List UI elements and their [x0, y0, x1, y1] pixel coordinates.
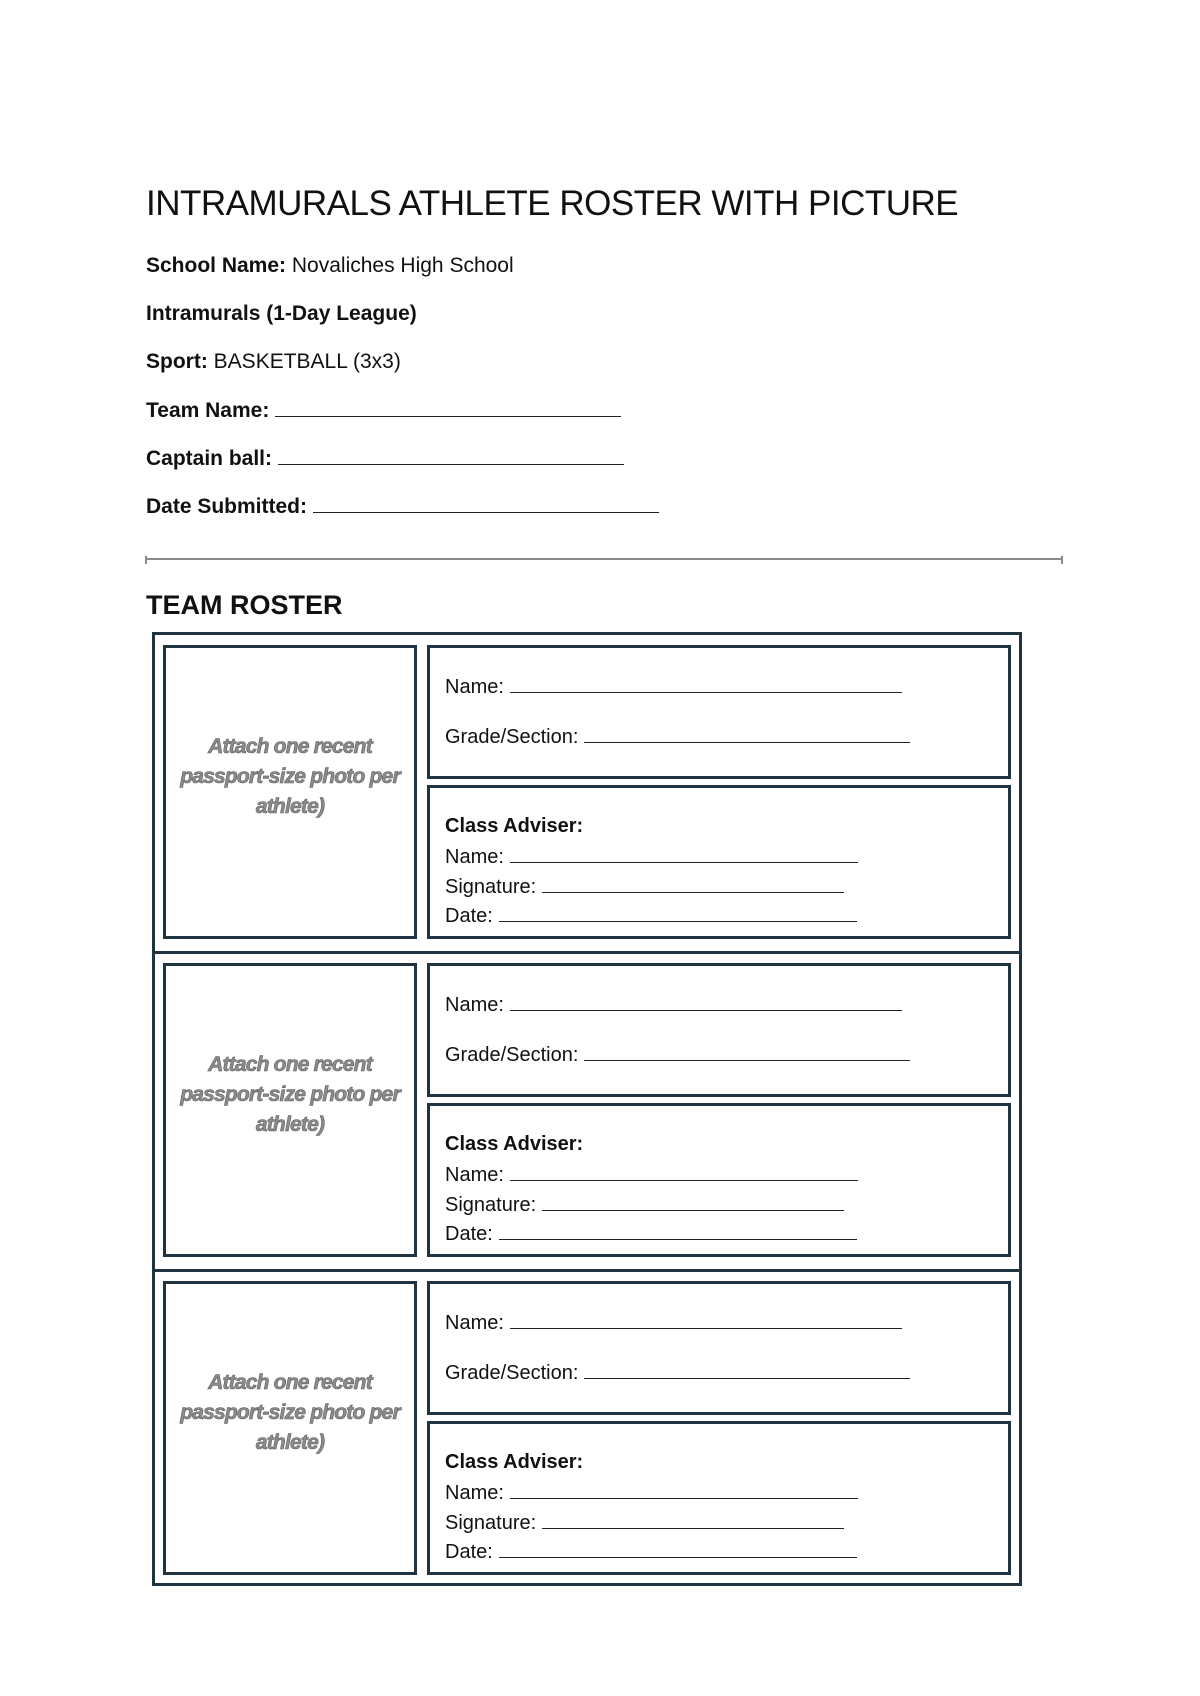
captain-label: Captain ball: [146, 447, 273, 470]
athlete-info-box [427, 645, 1011, 779]
signature-field[interactable] [445, 1192, 844, 1217]
athlete-name-field[interactable] [445, 992, 902, 1017]
adviser-info-box [427, 1103, 1011, 1257]
athlete-info-box [427, 1281, 1011, 1415]
grade-section-blank [584, 724, 910, 743]
athlete-name-field[interactable] [445, 674, 902, 699]
adviser-info-box [427, 785, 1011, 939]
adviser-date-field[interactable] [445, 1221, 857, 1246]
athlete-name-blank [510, 992, 902, 1011]
adviser-date-blank [499, 903, 857, 922]
grade-section-field[interactable] [445, 724, 910, 749]
sport-label: Sport: [146, 350, 208, 373]
signature-blank [542, 874, 844, 893]
photo-instruction: Attach one recent passport-size photo per athlete) [180, 1371, 400, 1454]
athlete-info-box [427, 963, 1011, 1097]
team-name-blank[interactable] [275, 396, 621, 417]
photo-placeholder[interactable] [163, 645, 417, 939]
school-name-label: School Name: [146, 254, 287, 277]
grade-section-label: Grade/Section: [445, 726, 579, 748]
sport-value: BASKETBALL (3x3) [213, 350, 401, 373]
captain-blank[interactable] [278, 444, 624, 465]
adviser-name-blank [510, 844, 858, 863]
adviser-info-box [427, 1421, 1011, 1575]
adviser-name-label: Name: [445, 846, 504, 868]
grade-section-blank [584, 1360, 910, 1379]
adviser-date-label: Date: [445, 1541, 493, 1563]
signature-field[interactable] [445, 874, 844, 899]
school-name-line [146, 252, 514, 280]
page-title: INTRAMURALS ATHLETE ROSTER WITH PICTURE [146, 184, 959, 223]
athlete-name-label: Name: [445, 1312, 504, 1334]
signature-label: Signature: [445, 1512, 537, 1534]
photo-instruction: Attach one recent passport-size photo per athlete) [180, 735, 400, 818]
adviser-date-field[interactable] [445, 903, 857, 928]
adviser-name-label: Name: [445, 1482, 504, 1504]
sport-line [146, 348, 401, 376]
signature-blank [542, 1510, 844, 1529]
athlete-name-label: Name: [445, 994, 504, 1016]
adviser-heading: Class Adviser: [445, 815, 584, 837]
adviser-name-blank [510, 1162, 858, 1181]
signature-label: Signature: [445, 876, 537, 898]
athlete-name-blank [510, 674, 902, 693]
team-name-line [146, 396, 621, 425]
date-submitted-label: Date Submitted: [146, 495, 308, 518]
adviser-name-field[interactable] [445, 844, 858, 869]
roster-entry [155, 953, 1019, 1269]
league-line [146, 300, 417, 328]
grade-section-label: Grade/Section: [445, 1044, 579, 1066]
grade-section-field[interactable] [445, 1360, 910, 1385]
date-submitted-line [146, 492, 659, 521]
league-label: Intramurals (1-Day League) [146, 302, 417, 325]
grade-section-blank [584, 1042, 910, 1061]
photo-placeholder[interactable] [163, 1281, 417, 1575]
horizontal-divider [145, 558, 1063, 560]
athlete-name-label: Name: [445, 676, 504, 698]
signature-label: Signature: [445, 1194, 537, 1216]
roster-entry [155, 1271, 1019, 1587]
photo-placeholder[interactable] [163, 963, 417, 1257]
adviser-name-field[interactable] [445, 1480, 858, 1505]
athlete-name-field[interactable] [445, 1310, 902, 1335]
signature-blank [542, 1192, 844, 1211]
athlete-name-blank [510, 1310, 902, 1329]
photo-instruction: Attach one recent passport-size photo per athlete) [180, 1053, 400, 1136]
adviser-date-blank [499, 1539, 857, 1558]
adviser-heading: Class Adviser: [445, 1133, 584, 1155]
adviser-heading: Class Adviser: [445, 1451, 584, 1473]
grade-section-label: Grade/Section: [445, 1362, 579, 1384]
signature-field[interactable] [445, 1510, 844, 1535]
captain-line [146, 444, 624, 473]
adviser-date-label: Date: [445, 1223, 493, 1245]
roster-entry [155, 635, 1019, 951]
roster-table [152, 632, 1022, 1586]
team-name-label: Team Name: [146, 399, 270, 422]
adviser-date-field[interactable] [445, 1539, 857, 1564]
adviser-name-label: Name: [445, 1164, 504, 1186]
adviser-date-label: Date: [445, 905, 493, 927]
grade-section-field[interactable] [445, 1042, 910, 1067]
section-title: TEAM ROSTER [146, 590, 343, 620]
adviser-name-blank [510, 1480, 858, 1499]
adviser-date-blank [499, 1221, 857, 1240]
school-name-value: Novaliches High School [291, 254, 514, 277]
date-submitted-blank[interactable] [313, 492, 659, 513]
adviser-name-field[interactable] [445, 1162, 858, 1187]
